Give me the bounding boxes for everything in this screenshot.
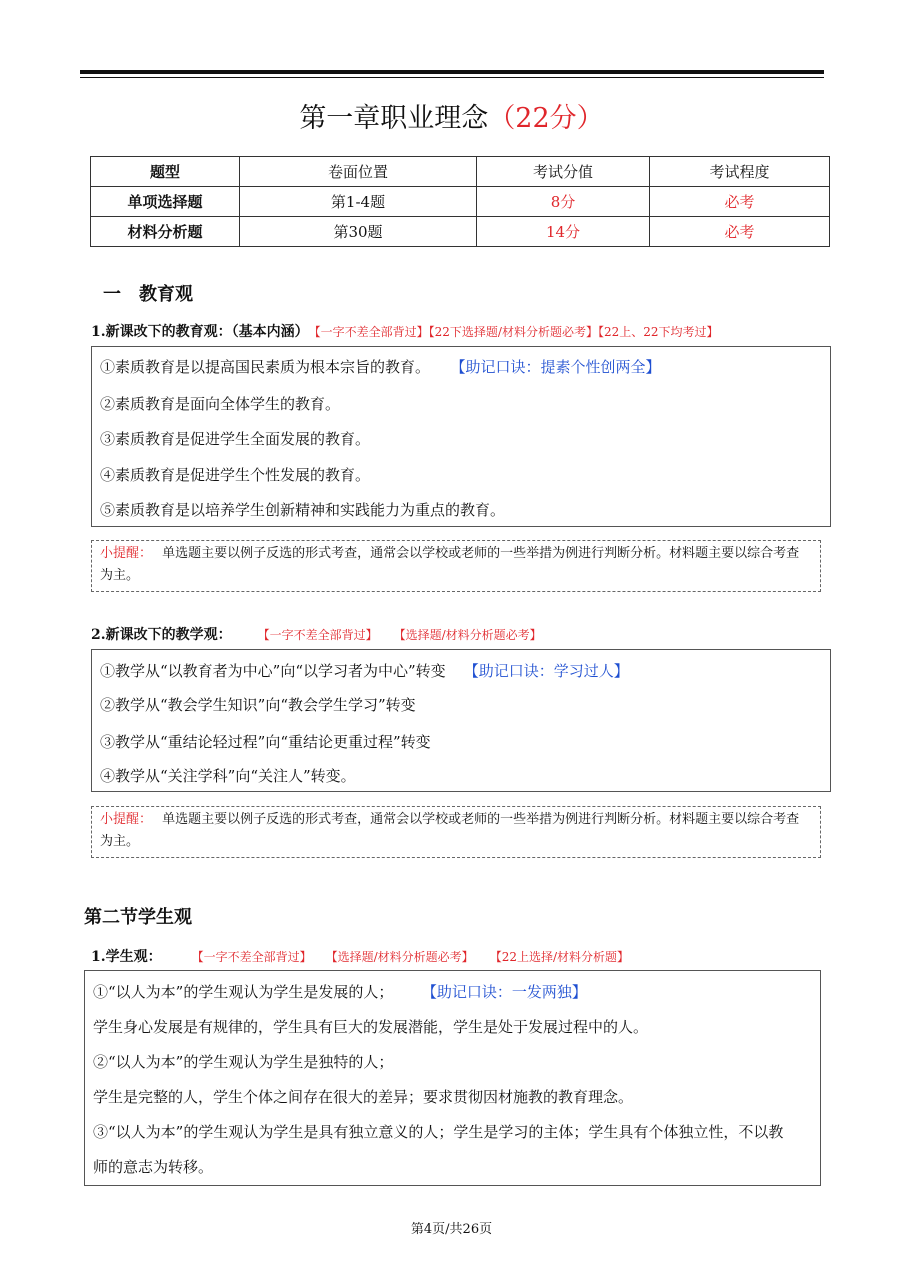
table-row	[91, 217, 830, 247]
list-item: ③“以人为本”的学生观认为学生是具有独立意义的人；学生是学习的主体；学生具有个体独立性，不以教	[93, 1123, 784, 1141]
list-item: 学生身心发展是有规律的，学生具有巨大的发展潜能，学生是处于发展过程中的人。	[93, 1018, 649, 1036]
table-cell: 必考	[650, 187, 830, 217]
top-rule-thin	[80, 77, 824, 78]
table-cell: 单项选择题	[91, 187, 240, 217]
table-header: 题型	[91, 157, 240, 187]
mnemonic: 【助记口诀：提素个性创两全】	[458, 358, 661, 376]
list-item: ⑤素质教育是以培养学生创新精神和实践能力为重点的教育。	[100, 501, 506, 519]
list-item: ④素质教育是促进学生个性发展的教育。	[100, 466, 371, 484]
list-item: ②教学从“教会学生知识”向“教会学生学习”转变	[100, 696, 416, 714]
list-item: ③素质教育是促进学生全面发展的教育。	[100, 430, 371, 448]
table-cell: 第1-4题	[240, 187, 477, 217]
list-item: ③教学从“重结论轻过程”向“重结论更重过程”转变	[100, 733, 431, 751]
exam-tag: 【一字不差全部背过】	[197, 950, 312, 964]
page-title: 第一章职业理念（22分）	[299, 103, 604, 134]
reminder-text: 单选题主要以例子反选的形式考查，通常会以学校或老师的一些举措为例进行判断分析。材料题主要以综合考查为主。	[100, 812, 800, 849]
table-cell: 必考	[650, 217, 830, 247]
section-heading-student: 第二节学生观	[84, 907, 192, 928]
list-item: ①“以人为本”的学生观认为学生是发展的人； 【助记口诀：一发两独】	[93, 983, 587, 1001]
list-item: ②“以人为本”的学生观认为学生是独特的人；	[93, 1053, 394, 1071]
exam-tags: 【一字不差全部背过】【22下选择题/材料分析题必考】【22上、22下均考过】	[314, 325, 719, 339]
table-cell: 第30题	[240, 217, 477, 247]
content-box-teaching	[91, 649, 831, 792]
score-table	[90, 156, 830, 247]
table-header: 考试分值	[477, 157, 650, 187]
reminder-box	[91, 806, 821, 858]
exam-tag: 【一字不差全部背过】	[263, 628, 378, 642]
title-score: （22分）	[488, 103, 604, 134]
top-rule-thick	[80, 70, 824, 74]
reminder-label: 小提醒：	[100, 812, 153, 827]
list-item: 学生是完整的人，学生个体之间存在很大的差异；要求贯彻因材施教的教育理念。	[93, 1088, 634, 1106]
mnemonic: 【助记口诀：学习过人】	[463, 662, 629, 680]
content-box-education	[91, 346, 831, 527]
page-footer: 第4页/共26页	[410, 1222, 493, 1237]
exam-tag: 【22上选择/材料分析题】	[495, 950, 630, 964]
subsection-heading: 1.新课改下的教育观：（基本内涵） 【一字不差全部背过】【22下选择题/材料分析题必考】【22上、22下均考过】	[91, 324, 719, 340]
table-cell: 14分	[477, 217, 650, 247]
list-item: ①教学从“以教育者为中心”向“以学习者为中心”转变 【助记口诀：学习过人】	[100, 662, 629, 680]
subsection-heading: 1.学生观： 【一字不差全部背过】 【选择题/材料分析题必考】 【22上选择/材料分析题】	[91, 949, 630, 965]
subsection-heading: 2.新课改下的教学观： 【一字不差全部背过】 【选择题/材料分析题必考】	[91, 627, 542, 643]
table-cell: 8分	[477, 187, 650, 217]
exam-tag: 【选择题/材料分析题必考】	[399, 628, 542, 642]
table-row	[91, 187, 830, 217]
reminder-box	[91, 540, 821, 592]
table-cell: 材料分析题	[91, 217, 240, 247]
list-item: 师的意志为转移。	[93, 1158, 214, 1176]
table-header-row	[91, 157, 830, 187]
list-item: ①素质教育是以提高国民素质为根本宗旨的教育。 【助记口诀：提素个性创两全】	[100, 358, 661, 376]
table-header: 考试程度	[650, 157, 830, 187]
reminder-label: 小提醒：	[100, 546, 153, 561]
mnemonic: 【助记口诀：一发两独】	[429, 983, 587, 1001]
table-header: 卷面位置	[240, 157, 477, 187]
list-item: ④教学从“关注学科”向“关注人”转变。	[100, 767, 356, 785]
list-item: ②素质教育是面向全体学生的教育。	[100, 395, 341, 413]
exam-tag: 【选择题/材料分析题必考】	[331, 950, 474, 964]
content-box-student	[84, 970, 821, 1186]
section-heading-education: 一 教育观	[103, 284, 193, 305]
reminder-text: 单选题主要以例子反选的形式考查，通常会以学校或老师的一些举措为例进行判断分析。材料题主要以综合考查为主。	[100, 546, 800, 583]
